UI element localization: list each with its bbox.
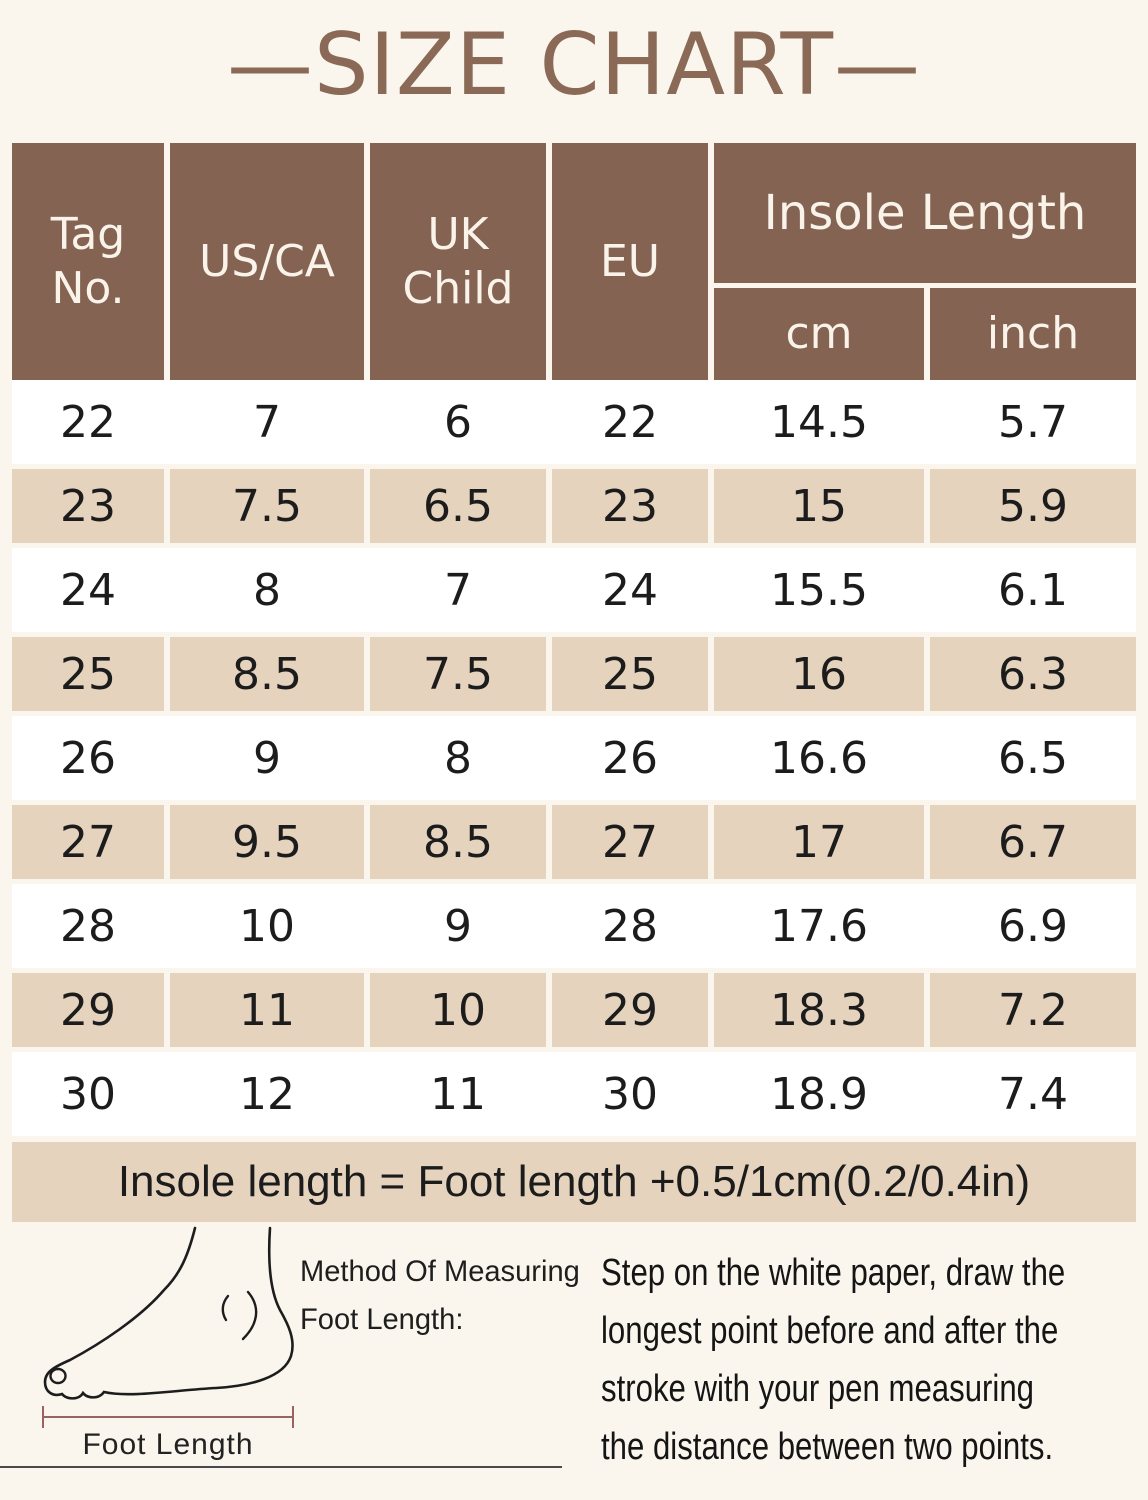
table-cell: 18.3 <box>714 973 924 1047</box>
measuring-heading-line: Method Of Measuring <box>300 1255 580 1288</box>
measure-tick-left <box>42 1406 44 1428</box>
table-row <box>12 1052 1136 1136</box>
table-cell: 28 <box>60 900 116 952</box>
table-cell: 15.5 <box>770 564 868 616</box>
table-row <box>12 884 1136 968</box>
table-cell: 9 <box>253 732 281 784</box>
table-cell: 23 <box>552 469 708 543</box>
table-row <box>12 800 1136 884</box>
header-us-ca <box>170 143 364 380</box>
table-cell: 26 <box>60 732 116 784</box>
header-line: US/CA <box>199 235 335 287</box>
table-cell: 5.7 <box>998 396 1068 448</box>
header-line: Child <box>402 262 514 314</box>
foot-length-label: Foot Length <box>82 1428 254 1461</box>
table-cell: 7.5 <box>370 637 546 711</box>
table-cell: 9.5 <box>170 805 364 879</box>
header-eu <box>552 143 708 380</box>
table-cell: 7.4 <box>998 1068 1068 1120</box>
table-cell: 17.6 <box>770 900 868 952</box>
table-cell: 26 <box>602 732 658 784</box>
header-line: EU <box>599 235 660 287</box>
table-cell: 24 <box>60 564 116 616</box>
table-row <box>12 716 1136 800</box>
header-uk-child <box>370 143 546 380</box>
table-cell: 16 <box>714 637 924 711</box>
measure-tick-right <box>292 1406 294 1428</box>
measuring-instructions <box>601 1244 1065 1476</box>
table-cell: 22 <box>60 396 116 448</box>
header-cm: cm <box>714 288 924 380</box>
ankle-mark-right <box>243 1292 256 1339</box>
table-row <box>12 968 1136 1052</box>
table-cell: 6.1 <box>998 564 1068 616</box>
header-inch: inch <box>930 288 1136 380</box>
table-cell: 6.7 <box>930 805 1136 879</box>
table-cell: 7.2 <box>930 973 1136 1047</box>
measure-line <box>42 1416 294 1418</box>
instruction-line: Step on the white paper, draw the <box>601 1252 1066 1294</box>
toenail <box>51 1369 66 1383</box>
header-insole-length: Insole Length <box>714 143 1136 283</box>
table-cell: 7.5 <box>170 469 364 543</box>
instruction-line: the distance between two points. <box>601 1426 1054 1468</box>
table-cell: 16.6 <box>770 732 868 784</box>
table-cell: 9 <box>444 900 472 952</box>
table-cell: 15 <box>714 469 924 543</box>
table-cell: 5.9 <box>930 469 1136 543</box>
table-cell: 28 <box>602 900 658 952</box>
table-cell: 23 <box>12 469 164 543</box>
table-cell: 29 <box>12 973 164 1047</box>
table-cell: 25 <box>552 637 708 711</box>
table-cell: 6.9 <box>998 900 1068 952</box>
table-cell: 14.5 <box>770 396 868 448</box>
size-table <box>12 143 1136 1222</box>
instruction-line: longest point before and after the <box>601 1310 1059 1352</box>
insole-note-bar: Insole length = Foot length +0.5/1cm(0.2/0.4in) <box>12 1142 1136 1222</box>
table-cell: 25 <box>12 637 164 711</box>
table-cell: 30 <box>60 1068 116 1120</box>
table-cell: 11 <box>170 973 364 1047</box>
table-cell: 18.9 <box>770 1068 868 1120</box>
header-line: Tag <box>50 208 126 260</box>
table-cell: 8 <box>253 564 281 616</box>
table-cell: 8 <box>444 732 472 784</box>
measuring-heading <box>300 1248 580 1344</box>
table-cell: 7 <box>444 564 472 616</box>
table-row <box>12 548 1136 632</box>
table-cell: 24 <box>602 564 658 616</box>
table-cell: 30 <box>602 1068 658 1120</box>
table-row <box>12 464 1136 548</box>
table-row <box>12 380 1136 464</box>
measuring-heading-line: Foot Length: <box>300 1303 464 1336</box>
table-cell: 6.3 <box>930 637 1136 711</box>
page-title: —SIZE CHART— <box>226 15 922 115</box>
table-cell: 8.5 <box>170 637 364 711</box>
table-cell: 7 <box>253 396 281 448</box>
table-cell: 6.5 <box>370 469 546 543</box>
table-cell: 8.5 <box>370 805 546 879</box>
header-line: UK <box>427 208 489 260</box>
foot-illustration <box>36 1226 300 1402</box>
instruction-line: stroke with your pen measuring <box>601 1368 1034 1410</box>
header-tag-no <box>12 143 164 380</box>
table-header <box>12 143 1136 380</box>
table-cell: 22 <box>602 396 658 448</box>
table-cell: 17 <box>714 805 924 879</box>
table-cell: 6 <box>444 396 472 448</box>
table-cell: 10 <box>370 973 546 1047</box>
ankle-mark-left <box>223 1296 228 1320</box>
table-cell: 29 <box>552 973 708 1047</box>
table-row <box>12 632 1136 716</box>
table-cell: 10 <box>239 900 295 952</box>
table-cell: 27 <box>552 805 708 879</box>
table-cell: 11 <box>430 1068 486 1120</box>
bottom-divider <box>0 1466 562 1468</box>
table-cell: 27 <box>12 805 164 879</box>
table-cell: 12 <box>239 1068 295 1120</box>
table-cell: 6.5 <box>998 732 1068 784</box>
header-line: No. <box>51 262 125 314</box>
